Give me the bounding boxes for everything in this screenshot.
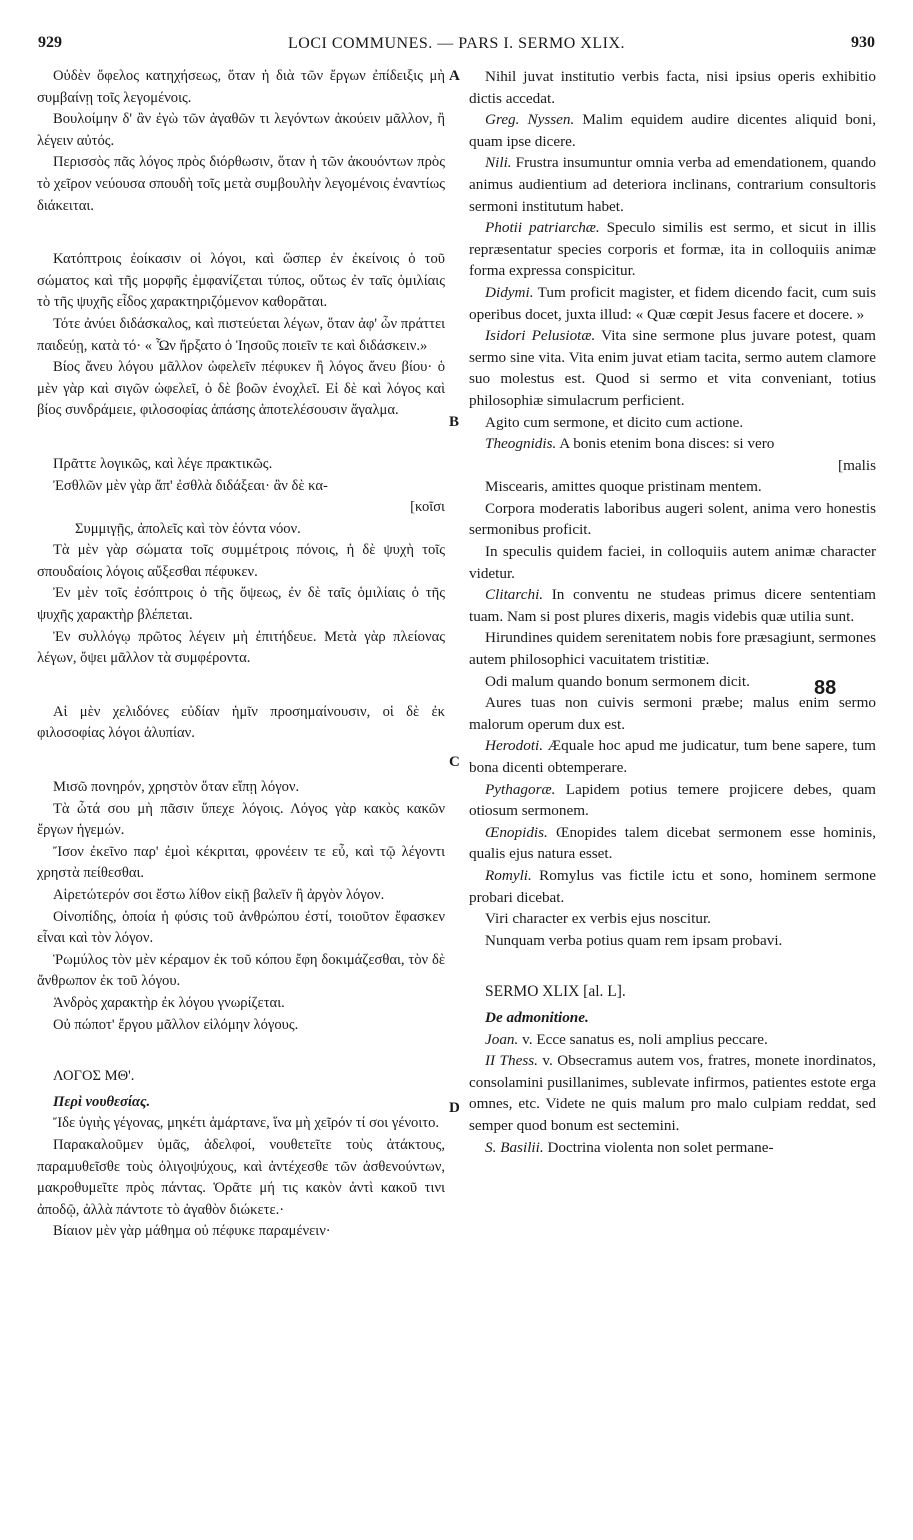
latin-paragraph <box>469 152 876 217</box>
latin-text: Speculo similis est sermo, et sicut in illis repræsentatur species corporis et formæ, ita in colloquiis animæ forma expressa conspicitur. <box>469 219 876 280</box>
latin-paragraph <box>469 412 876 434</box>
latin-author: II Thess. <box>485 1052 538 1070</box>
greek-paragraph: Ἀνδρὸς χαρακτὴρ ἐκ λόγου γνωρίζεται. <box>53 994 285 1011</box>
latin-text: Æquale hoc apud me judicatur, tum bene sapere, tum bona dicenti obtemperare. <box>469 737 877 776</box>
greek-paragraph: Πρᾶττε λογικῶς, καὶ λέγε πρακτικῶς. <box>53 455 273 472</box>
latin-author: Œnopidis. <box>485 823 548 841</box>
latin-text: Aures tuas non cuivis sermoni præbe; malus enim sermo malorum operum dux est. <box>469 694 876 733</box>
latin-text: Œnopides talem dicebat sermonem esse hominis, qualis ejus natura esset. <box>469 823 876 863</box>
latin-paragraph <box>469 735 876 778</box>
latin-author: Romyli. <box>485 866 532 884</box>
greek-paragraph: Τότε ἀνύει διδάσκαλος, καὶ πιστεύεται λέγων, ὅταν ἀφ' ὧν πράττει παιδεύῃ, κατὰ τό· « Ὧν ἤρξατο ὁ Ἰησοῦς ποιεῖν τε καὶ διδάσκειν.» <box>37 315 445 354</box>
latin-text: Corpora moderatis laboribus augeri solent, anima vero honestis sermonibus proficit. <box>469 499 876 539</box>
greek-paragraph: Ἴδε ὑγιὴς γέγονας, μηκέτι ἁμάρτανε, ἵνα μὴ χεῖρόν τί σοι γένοιτο. <box>53 1115 440 1132</box>
latin-text: Romylus vas fictile ictu et sono, hominem sermone probari dicebat. <box>469 866 876 906</box>
latin-paragraph <box>469 433 876 455</box>
latin-paragraph <box>469 476 876 498</box>
greek-section-subtitle: Περὶ νουθεσίας. <box>53 1093 151 1110</box>
latin-text: Viri character ex verbis ejus noscitur. <box>485 910 711 928</box>
latin-text: Frustra insumuntur omnia verba ad emendationem, quando animus audientium ad deteriora inclinans, contrarium consultoris sermoni institutum habet. <box>469 154 877 215</box>
latin-paragraph <box>469 692 876 735</box>
greek-paragraph: Μισῶ πονηρόν, χρηστὸν ὅταν εἴπῃ λόγον. <box>53 779 300 796</box>
latin-paragraph <box>469 779 876 822</box>
latin-author: Clitarchi. <box>485 586 544 604</box>
latin-paragraph <box>469 541 876 584</box>
latin-paragraph <box>469 282 876 325</box>
latin-paragraph <box>469 66 876 109</box>
latin-paragraph <box>469 1029 876 1051</box>
margin-letter-c: C <box>449 754 460 770</box>
running-header <box>38 34 875 60</box>
latin-text: Vita sine sermone plus juvare potest, quam sermo sine vita. Vita enim juvat etiam tacita, sermo autem clamore suo molestus est. Quod si sermo et vita conveniant, totius philosophiæ simulacrum perficient. <box>469 327 876 409</box>
latin-text: A bonis etenim bona disces: si vero <box>559 435 775 453</box>
latin-author: Joan. <box>485 1030 519 1048</box>
margin-letter-a: A <box>449 68 460 84</box>
latin-author: Herodoti. <box>485 737 544 755</box>
latin-paragraph <box>469 109 876 152</box>
latin-text: Nihil juvat institutio verbis facta, nisi ipsius operis exhibitio dictis accedat. <box>469 68 876 107</box>
greek-paragraph: Παρακαλοῦμεν ὑμᾶς, ἀδελφοί, νουθετεῖτε τοὺς ἀτάκτους, παραμυθεῖσθε τοὺς ὀλιγοψύχους, καὶ ἀντέχεσθε τῶν ἀσθενούντων, μακροθυμεῖτε πρὸς πάντας. Ὁρᾶτε μή τις κακὸν ἀντὶ κακοῦ τινι ἀποδῷ, ἀλλὰ πάντοτε τὸ ἀγαθὸν διώκετε.· <box>37 1136 445 1218</box>
greek-paragraph: Περισσὸς πᾶς λόγος πρὸς διόρθωσιν, ὅταν ἡ τῶν ἀκουόντων πρὸς τὸ χεῖρον νεύουσα σπουδὴ τοῖς μετὰ συμβουλὴν λεγομένοις ἐναντίως διάκειται. <box>37 154 445 214</box>
greek-paragraph: Ἴσον ἐκεῖνο παρ' ἐμοὶ κέκριται, φρονέειν τε εὖ, καὶ τῷ λέγοντι χρηστὰ πείθεσθαι. <box>37 843 445 882</box>
latin-author: Photii patriarchæ. <box>485 219 600 237</box>
latin-author: S. Basilii. <box>485 1138 544 1156</box>
latin-paragraph <box>469 1050 876 1136</box>
latin-text: Doctrina violenta non solet permane- <box>547 1138 774 1156</box>
latin-paragraph <box>469 822 876 865</box>
latin-paragraph <box>469 217 876 282</box>
latin-author: Pythagoræ. <box>485 780 556 798</box>
column-number: 88 <box>814 677 837 699</box>
greek-paragraph: Βίαιον μὲν γὰρ μάθημα οὐ πέφυκε παραμένειν· <box>53 1223 331 1240</box>
page-number-left: 929 <box>38 34 62 51</box>
latin-text: Nunquam verba potius quam rem ipsam probavi. <box>485 931 783 949</box>
greek-verse-continuation: [κοῖσι <box>410 499 445 516</box>
latin-text: Malim equidem audire dicentes aliquid boni, quam ipse dicere. <box>469 111 877 150</box>
latin-author: Theognidis. <box>485 435 557 453</box>
latin-author: Nili. <box>485 154 512 172</box>
greek-verse: Ἐσθλῶν μὲν γὰρ ἄπ' ἐσθλὰ διδάξεαι· ἂν δὲ κα- <box>53 477 328 494</box>
latin-paragraph <box>469 671 876 693</box>
margin-letter-d: D <box>449 1100 460 1116</box>
greek-paragraph: Αἱρετώτερόν σοι ἔστω λίθον εἰκῇ βαλεῖν ἢ ἀργὸν λόγον. <box>53 887 385 903</box>
greek-paragraph: Οἰνοπίδης, ὁποία ἡ φύσις τοῦ ἀνθρώπου ἐστί, τοιοῦτον ἔφασκεν εἶναι καὶ τὸν λόγον. <box>37 908 445 947</box>
greek-paragraph: Ἐν συλλόγῳ πρῶτος λέγειν μὴ ἐπιτήδευε. Μετὰ γὰρ πλείονας λέγων, ὄψει μᾶλλον τὰ συμφέροντα. <box>37 628 445 667</box>
greek-verse: Συμμιγῇς, ἀπολεῖς καὶ τὸν ἐόντα νόον. <box>75 520 301 537</box>
greek-paragraph: Αἱ μὲν χελιδόνες εὐδίαν ἡμῖν προσημαίνουσιν, οἱ δὲ ἐκ φιλοσοφίας λόγοι ἀλυπίαν. <box>37 703 445 742</box>
latin-paragraph <box>469 498 876 541</box>
greek-paragraph: Τὰ μὲν γὰρ σώματα τοῖς συμμέτροις πόνοις, ἡ δὲ ψυχὴ τοῖς σπουδαίοις λόγοις αὔξεσθαι πέφυκεν. <box>37 542 445 580</box>
latin-text: v. Ecce sanatus es, noli amplius peccare. <box>522 1030 768 1048</box>
latin-paragraph <box>469 325 876 411</box>
latin-section-title: SERMO XLIX [al. L]. <box>485 983 626 1001</box>
latin-author: Isidori Pelusiotæ. <box>485 327 596 345</box>
greek-paragraph: Τὰ ὦτά σου μὴ πᾶσιν ὕπεχε λόγοις. Λόγος γὰρ κακὸς κακῶν ἔργων ἡγεμών. <box>37 800 445 839</box>
latin-verse-continuation: [malis <box>838 456 876 474</box>
latin-text: Odi malum quando bonum sermonem dicit. <box>485 672 750 690</box>
latin-paragraph <box>469 627 876 670</box>
margin-letter-b: B <box>449 414 460 430</box>
greek-section-title: ΛΟΓΟΣ ΜΘ'. <box>53 1068 135 1085</box>
latin-paragraph <box>469 908 876 930</box>
latin-author: Didymi. <box>485 283 534 301</box>
latin-paragraph <box>469 865 876 908</box>
latin-paragraph <box>469 584 876 627</box>
greek-paragraph: Βουλοίμην δ' ἂν ἐγὼ τῶν ἀγαθῶν τι λεγόντων ἀκούειν μᾶλλον, ἢ λέγειν αὐτός. <box>37 111 445 149</box>
latin-text: Hirundines quidem serenitatem nobis fore præsagiunt, sermones autem philosophici vacuitatem tristitiæ. <box>469 629 876 669</box>
greek-paragraph: Οὐδὲν ὄφελος κατηχήσεως, ὅταν ἡ διὰ τῶν ἔργων ἐπίδειξις μὴ συμβαίνῃ τοῖς λεγομένοις. <box>37 68 445 106</box>
latin-text: In speculis quidem faciei, in colloquiis autem animæ character videtur. <box>469 543 876 582</box>
latin-paragraph <box>469 1137 876 1159</box>
latin-column <box>469 66 876 1158</box>
greek-paragraph: Ῥωμύλος τὸν μὲν κέραμον ἐκ τοῦ κόπου ἔφη δοκιμάζεσθαι, τὸν δὲ ἄνθρωπον ἐκ τοῦ λόγου. <box>37 951 445 990</box>
greek-paragraph: Κατόπτροις ἐοίκασιν οἱ λόγοι, καὶ ὥσπερ ἐν ἐκείνοις ὁ τοῦ σώματος καὶ τῆς μορφῆς ἐμφανίζεται τύπος, οὕτως ἐν ταῖς ὁμιλίαις τὸ τῆς ψυχῆς εἶδος χαρακτηριζόμενον καθορᾶται. <box>37 251 445 311</box>
latin-author: Greg. Nyssen. <box>485 111 575 129</box>
latin-text: Agito cum sermone, et dicito cum actione. <box>485 413 744 431</box>
latin-text: In conventu ne studeas primus dicere sententiam tuam. Nam si post plures dixeris, magis videbis quæ utilia sunt. <box>469 586 876 625</box>
latin-section-subtitle: De admonitione. <box>485 1008 589 1026</box>
latin-paragraph <box>469 930 876 952</box>
greek-paragraph: Ἐν μὲν τοῖς ἐσόπτροις ὁ τῆς ὄψεως, ἐν δὲ ταῖς ὁμιλίαις ὁ τῆς ψυχῆς χαρακτὴρ βλέπεται. <box>37 585 445 624</box>
greek-column <box>37 66 445 1243</box>
latin-text: Miscearis, amittes quoque pristinam mentem. <box>485 478 762 496</box>
page-number-right: 930 <box>851 34 875 51</box>
greek-paragraph: Βίος ἄνευ λόγου μᾶλλον ὠφελεῖν πέφυκεν ἢ λόγος ἄνευ βίου· ὁ μὲν γὰρ καὶ σιγῶν ὠφελεῖ, ὁ δὲ βοῶν ἐνοχλεῖ. Εἰ δὲ καὶ λόγος καὶ βίος συνδράμειε, φιλοσοφίας ἁπάσης ἀποτελέσουσιν ἄγαλμα. <box>37 359 445 419</box>
greek-paragraph: Οὐ πώποτ' ἔργου μᾶλλον εἱλόμην λόγους. <box>53 1016 299 1033</box>
latin-text: v. Obsecramus autem vos, fratres, monete inordinatos, consolamini pusillanimes, sublevate infirmos, patientes estote erga omnes, etc. Videte ne quis malum pro malo culpiam reddat, sed semper quod bonum est sectemini. <box>469 1052 876 1134</box>
running-title: LOCI COMMUNES. — PARS I. SERMO XLIX. <box>287 35 625 52</box>
latin-text: Tum proficit magister, et fidem dicendo facit, cum suis operibus docet, juxta illud: « Quæ cœpit Jesus facere et docere. » <box>469 283 876 323</box>
latin-text: Lapidem potius temere projicere debes, quam otiosum sermonem. <box>469 780 876 820</box>
